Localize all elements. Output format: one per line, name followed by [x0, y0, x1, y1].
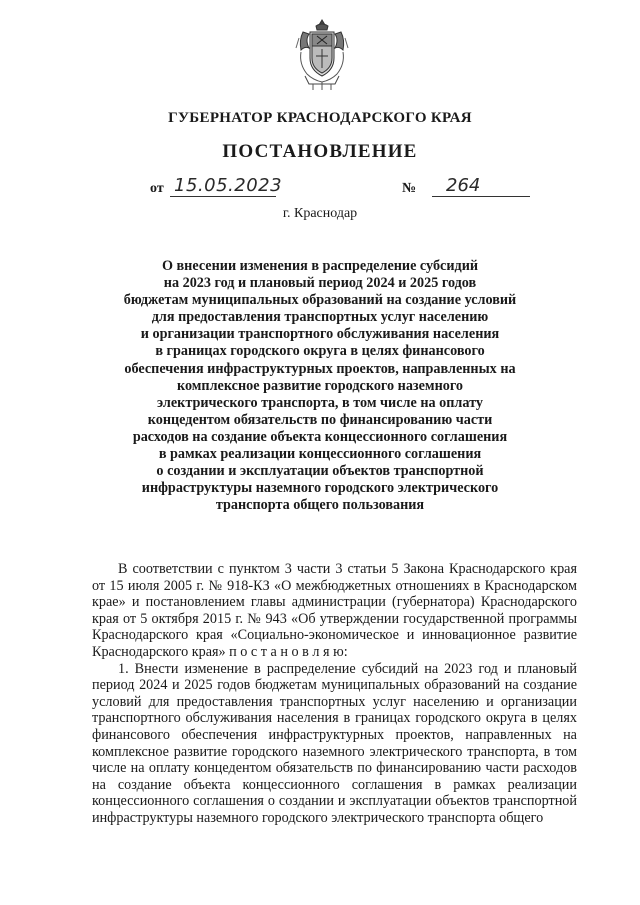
- document-type-heading: ПОСТАНОВЛЕНИЕ: [222, 141, 418, 162]
- title-line: бюджетам муниципальных образований на создание условий: [123, 292, 517, 309]
- date-number-row: [150, 175, 481, 203]
- title-line: электрического транспорта, в том числе на оплату: [157, 394, 483, 411]
- title-line: в рамках реализации концессионного соглашения: [158, 446, 482, 463]
- clause-1-paragraph: 1. Внести изменение в распределение субсидий на 2023 год и плановый период 2024 и 2025 годов бюджетам муниципальных образований на создание условий для предоставления транспортных услуг населению и организации транспортного обслуживания населения в границах городского округа в целях финансового обеспечения инфраструктурных проектов, направленных на комплексное развитие городского наземного электрического транспорта, в том числе на оплату концедентом обязательств по финансированию части расходов на создание объекта концессионного соглашения в рамках реализации концессионного соглашения о создании и эксплуатации объектов транспортной инфраструктуры наземного городского электрического транспорта общего: [92, 660, 577, 826]
- krasnodar-coat-of-arms-emblem: [295, 18, 349, 92]
- number-underline: [432, 196, 530, 197]
- number-value: 264: [446, 175, 481, 196]
- document-title: [60, 258, 580, 514]
- title-line: обеспечения инфраструктурных проектов, направленных на: [124, 360, 516, 377]
- date-underline: [170, 196, 276, 197]
- title-line: на 2023 год и плановый период 2024 и 2025 годов: [163, 275, 477, 292]
- title-line: для предоставления транспортных услуг населению: [151, 309, 489, 326]
- title-line: и организации транспортного обслуживания населения: [140, 326, 500, 343]
- title-line: в границах городского округа в целях финансового: [155, 343, 485, 360]
- date-label: от: [150, 181, 164, 196]
- title-line: расходов на создание объекта концессионного соглашения: [132, 428, 508, 445]
- title-line: транспорта общего пользования: [215, 497, 425, 514]
- city-line: г. Краснодар: [282, 206, 358, 221]
- authority-heading: ГУБЕРНАТОР КРАСНОДАРСКОГО КРАЯ: [168, 110, 472, 126]
- title-line: О внесении изменения в распределение субсидий: [161, 258, 479, 274]
- title-line: комплексное развитие городского наземного: [176, 377, 464, 394]
- title-line: инфраструктуры наземного городского электрического: [141, 480, 499, 497]
- date-value: 15.05.2023: [174, 175, 283, 196]
- preamble-paragraph: В соответствии с пунктом 3 части 3 статьи 5 Закона Краснодарского края от 15 июля 2005 г. № 918-КЗ «О межбюджетных отношениях в Краснодарском крае» и постановлением главы администрации (губернатора) Краснодарского края от 5 октября 2015 г. № 943 «Об утверждении государственной программы Краснодарского края «Социально-экономическое и инновационное развитие Краснодарского края» п о с т а н о в л я ю:: [92, 561, 577, 660]
- document-body: [92, 561, 577, 827]
- title-line: концедентом обязательств по финансированию части: [147, 411, 493, 428]
- title-line: о создании и эксплуатации объектов транспортной: [156, 463, 484, 480]
- number-label: №: [402, 181, 417, 196]
